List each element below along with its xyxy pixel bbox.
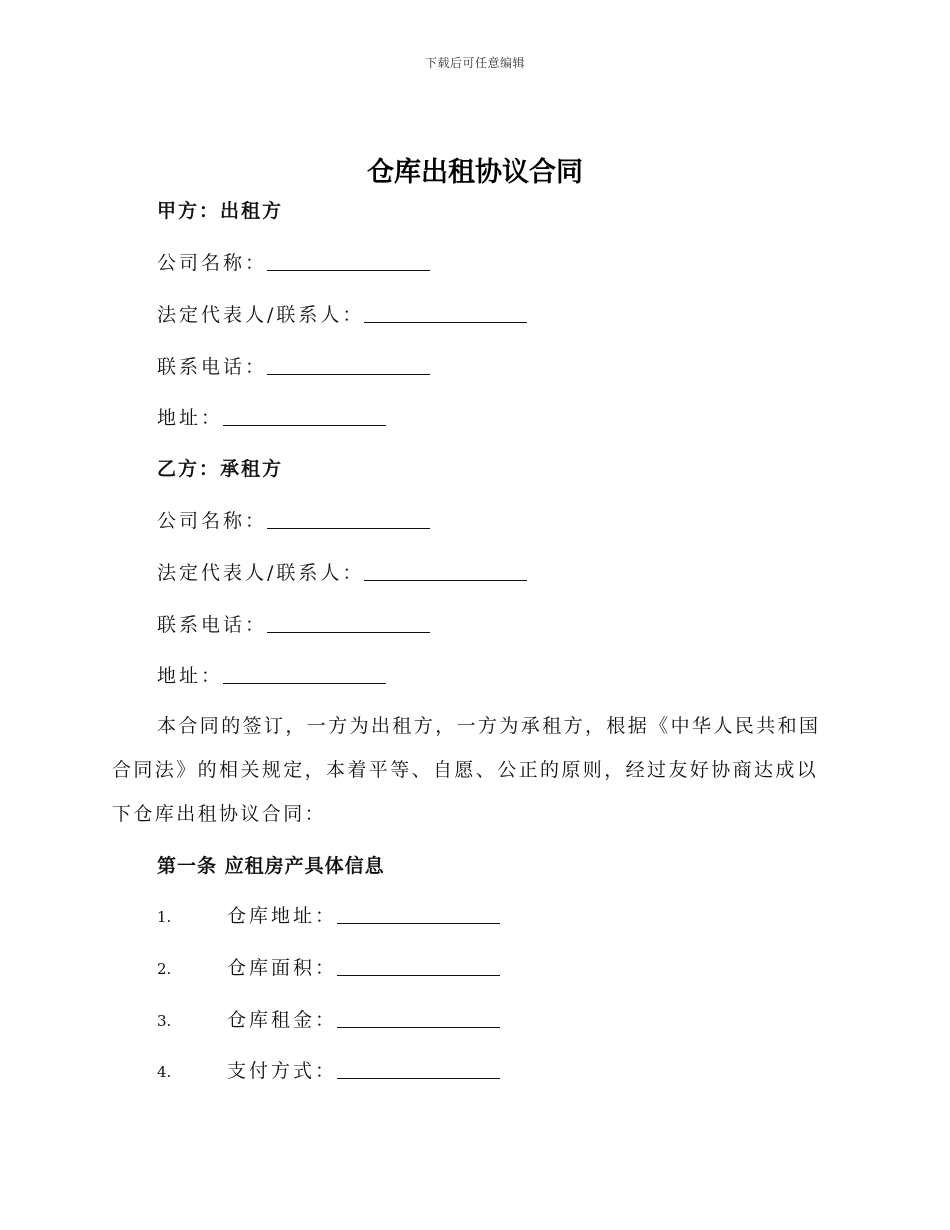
list-number: 2. xyxy=(157,960,172,978)
party-b-company-name-row xyxy=(157,508,430,534)
list-item xyxy=(157,1058,500,1085)
article-1-heading: 第一条 应租房产具体信息 xyxy=(157,855,385,877)
party-a-heading: 甲方：出租方 xyxy=(157,200,284,222)
document-title: 仓库出租协议合同 xyxy=(367,157,583,188)
warehouse-address-blank[interactable] xyxy=(337,903,500,924)
party-a-representative-row xyxy=(157,302,527,328)
party-a-address-row xyxy=(157,405,386,431)
list-item xyxy=(157,955,500,982)
field-label: 法定代表人/联系人： xyxy=(157,562,365,584)
warehouse-rent-blank[interactable] xyxy=(337,1007,500,1028)
party-a-phone-row xyxy=(157,354,430,380)
field-label: 公司名称： xyxy=(157,252,268,274)
warehouse-area-blank[interactable] xyxy=(337,955,500,976)
party-b-heading: 乙方：承租方 xyxy=(157,458,284,480)
list-label: 仓库面积： xyxy=(227,957,338,979)
field-label: 地址： xyxy=(157,407,224,429)
party-b-address-row xyxy=(157,663,386,689)
list-label: 支付方式： xyxy=(227,1060,338,1082)
party-b-address-blank[interactable] xyxy=(223,663,386,684)
party-a-company-name-blank[interactable] xyxy=(267,250,430,271)
header-note: 下载后可任意编辑 xyxy=(424,56,525,70)
list-item xyxy=(157,903,500,930)
list-number: 4. xyxy=(157,1063,172,1081)
list-item xyxy=(157,1007,500,1034)
party-a-address-blank[interactable] xyxy=(223,405,386,426)
party-a-company-name-row xyxy=(157,250,430,276)
list-label: 仓库租金： xyxy=(227,1009,338,1031)
party-a-phone-blank[interactable] xyxy=(267,354,430,375)
party-b-phone-blank[interactable] xyxy=(267,612,430,633)
intro-paragraph: 本合同的签订，一方为出租方，一方为承租方，根据《中华人民共和国合同法》的相关规定，本着平等、自愿、公正的原则，经过友好协商达成以下仓库出租协议合同： xyxy=(112,715,821,825)
field-label: 联系电话： xyxy=(157,614,268,636)
party-b-company-name-blank[interactable] xyxy=(267,508,430,529)
list-number: 3. xyxy=(157,1012,172,1030)
field-label: 联系电话： xyxy=(157,356,268,378)
field-label: 地址： xyxy=(157,665,224,687)
party-b-representative-row xyxy=(157,560,527,586)
list-number: 1. xyxy=(157,908,172,926)
party-b-representative-blank[interactable] xyxy=(364,560,527,581)
list-label: 仓库地址： xyxy=(227,905,338,927)
field-label: 公司名称： xyxy=(157,510,268,532)
payment-method-blank[interactable] xyxy=(337,1058,500,1079)
party-b-phone-row xyxy=(157,612,430,638)
field-label: 法定代表人/联系人： xyxy=(157,304,365,326)
party-a-representative-blank[interactable] xyxy=(364,302,527,323)
